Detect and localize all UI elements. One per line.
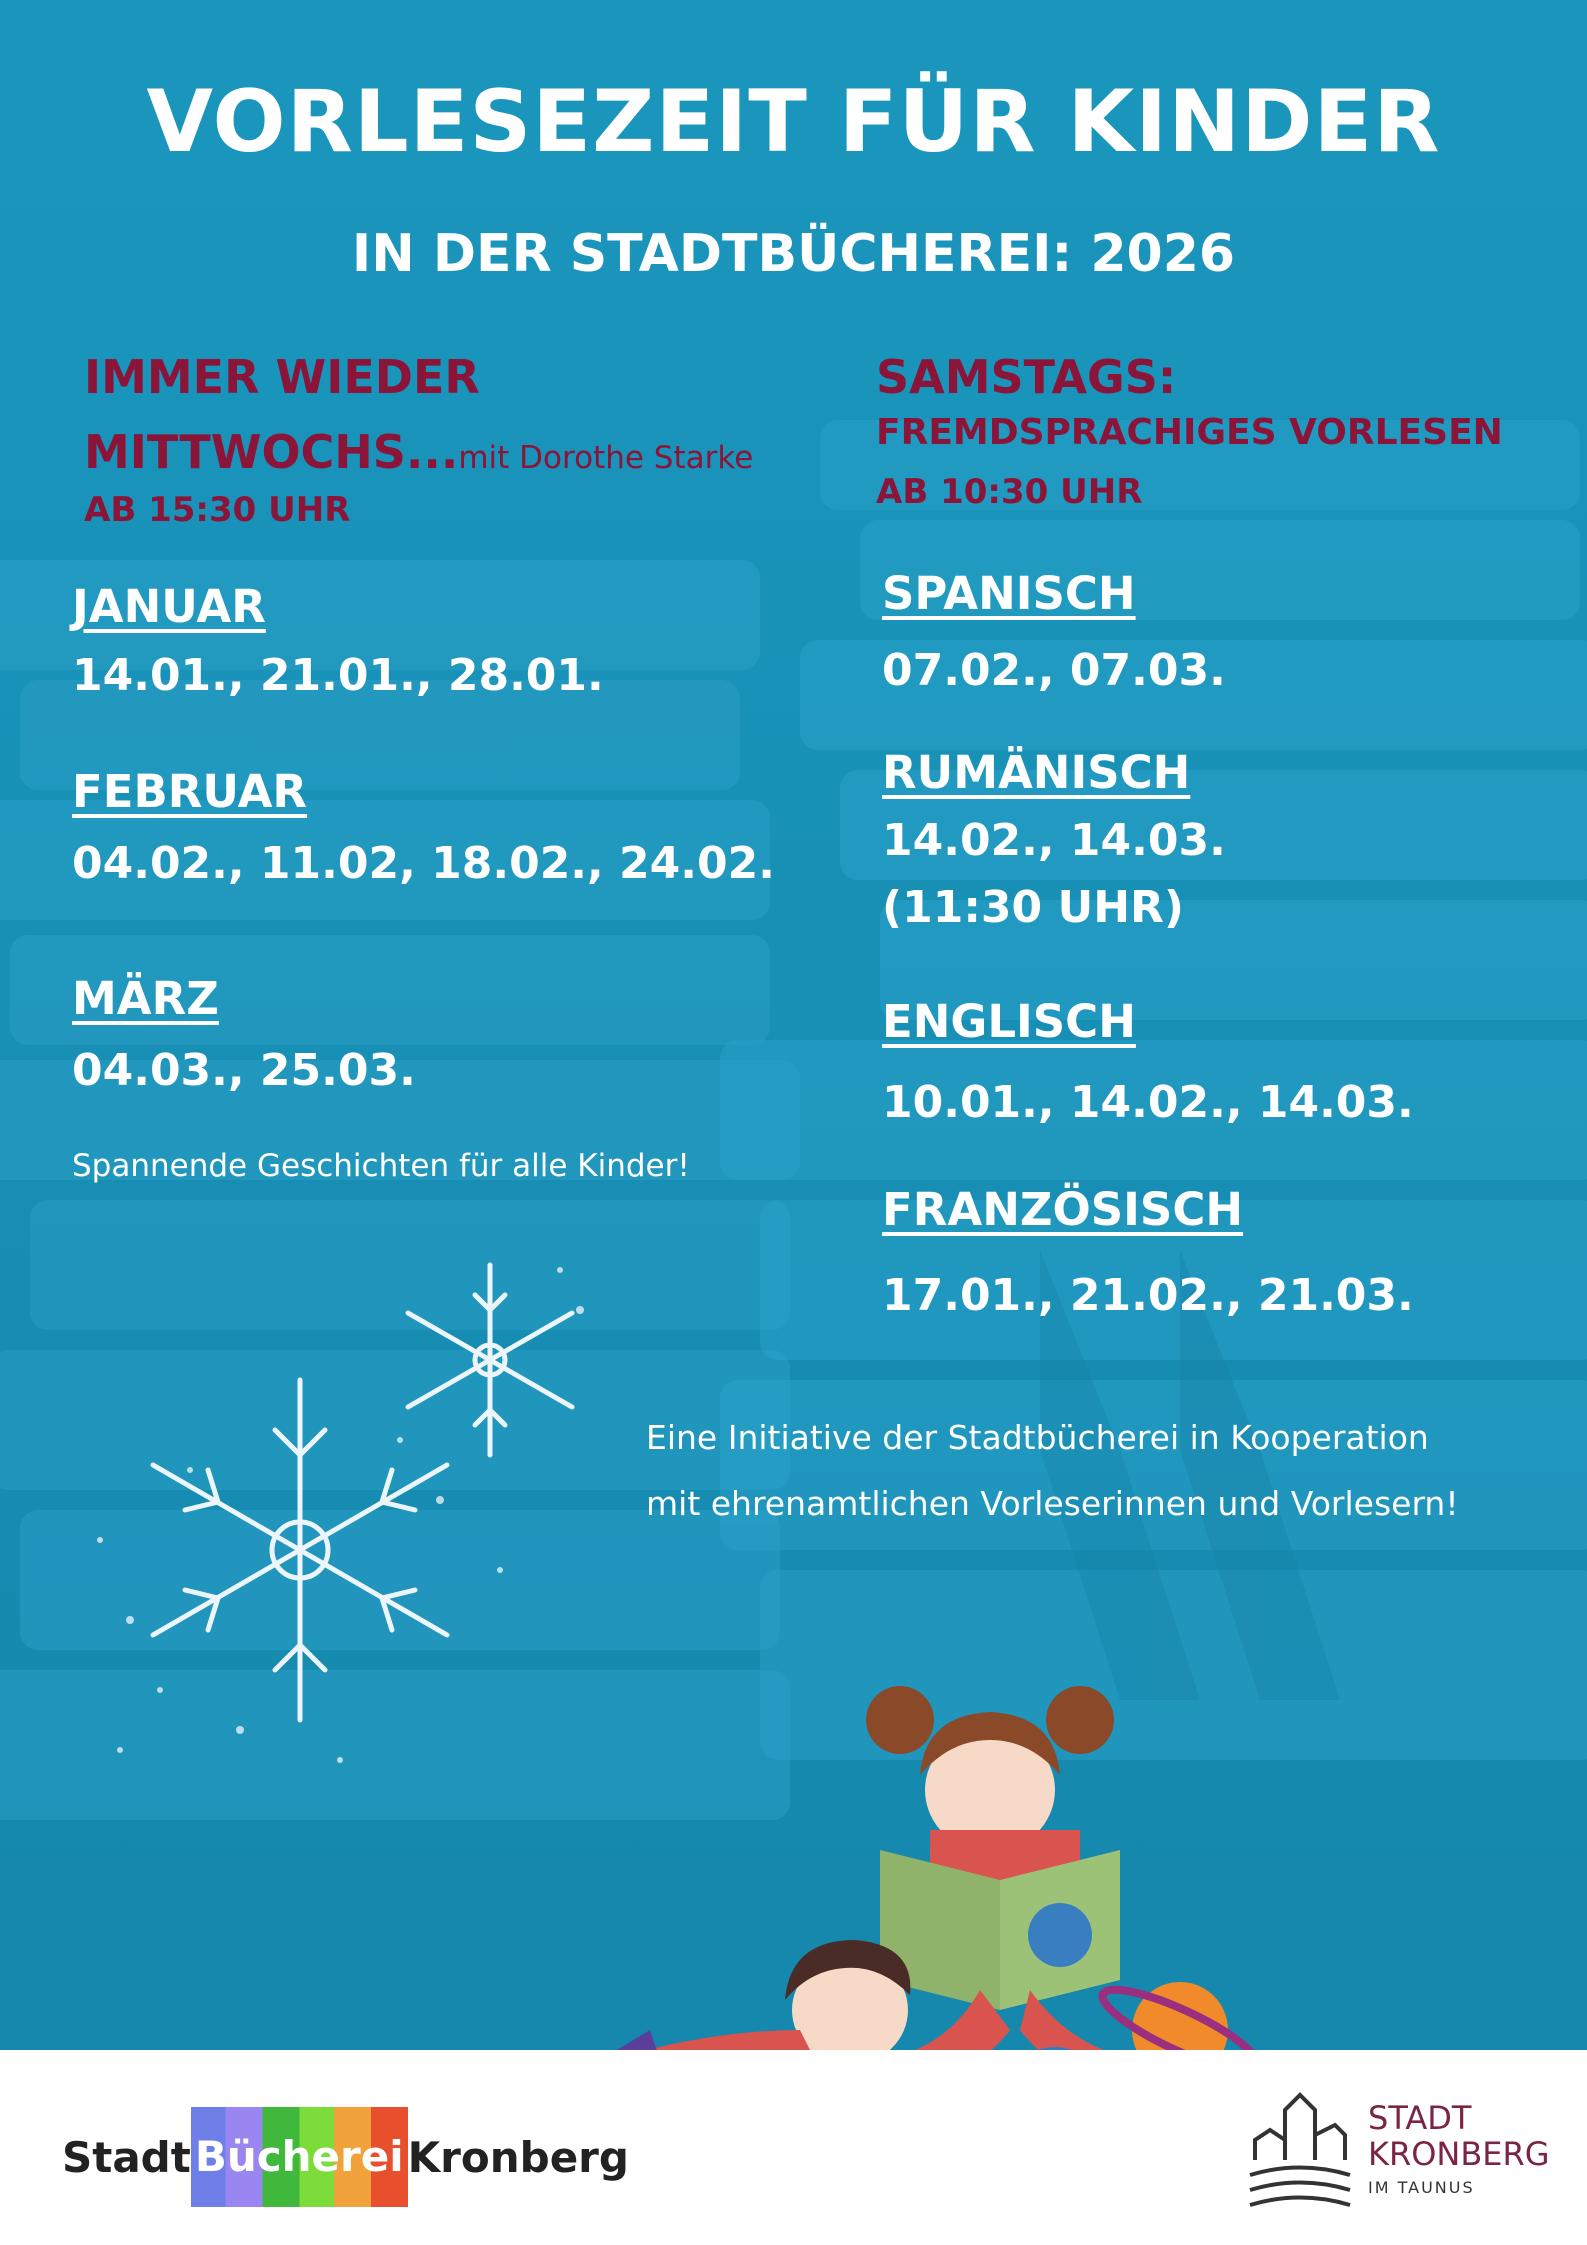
language-dates: 14.02., 14.03.: [882, 815, 1226, 866]
castle-icon: [1245, 2080, 1355, 2210]
wednesday-heading-line2-row: [84, 425, 753, 479]
wednesday-heading-line2: MITTWOCHS...: [84, 425, 459, 479]
saturday-heading: SAMSTAGS:: [876, 350, 1177, 404]
city-logo-line3: IM TAUNUS: [1368, 2178, 1475, 2197]
language-label: SPANISCH: [882, 567, 1136, 620]
language-label: RUMÄNISCH: [882, 746, 1191, 799]
month-dates: 14.01., 21.01., 28.01.: [72, 650, 604, 701]
language-dates: 17.01., 21.02., 21.03.: [882, 1270, 1414, 1321]
saturday-time: AB 10:30 UHR: [876, 472, 1143, 512]
initiative-line2: mit ehrenamtlichen Vorleserinnen und Vorlesern!: [646, 1484, 1459, 1523]
city-logo-line1: STADT: [1368, 2099, 1472, 2137]
saturday-subheading: FREMDSPRACHIGES VORLESEN: [876, 412, 1503, 453]
month-label: FEBRUAR: [72, 765, 308, 818]
library-logo: [62, 2112, 629, 2202]
city-logo-line2: KRONBERG: [1368, 2135, 1550, 2173]
wednesday-time: AB 15:30 UHR: [84, 490, 351, 530]
wednesday-host: mit Dorothe Starke: [458, 440, 754, 476]
initiative-line1: Eine Initiative der Stadtbücherei in Kooperation: [646, 1418, 1429, 1457]
language-dates: 07.02., 07.03.: [882, 645, 1226, 696]
language-dates: 10.01., 14.02., 14.03.: [882, 1077, 1414, 1128]
month-dates: 04.02., 11.02, 18.02., 24.02.: [72, 838, 775, 889]
main-title: VORLESEZEIT FÜR KINDER: [146, 72, 1441, 172]
library-logo-part3: Kronberg: [407, 2132, 629, 2182]
library-logo-part1: Stadt: [62, 2132, 191, 2182]
library-logo-part2: Bücherei: [191, 2107, 408, 2207]
month-dates: 04.03., 25.03.: [72, 1045, 416, 1096]
snowflakes-illustration: [40, 1240, 640, 1800]
wednesday-tagline: Spannende Geschichten für alle Kinder!: [72, 1148, 690, 1184]
footer: [0, 2050, 1587, 2245]
language-label: ENGLISCH: [882, 995, 1136, 1048]
wednesday-heading-line1: IMMER WIEDER: [84, 350, 480, 404]
language-extra: (11:30 UHR): [882, 882, 1185, 933]
sub-title: IN DER STADTBÜCHEREI: 2026: [351, 224, 1236, 284]
month-label: JANUAR: [72, 580, 266, 633]
language-label: FRANZÖSISCH: [882, 1183, 1244, 1236]
month-label: MÄRZ: [72, 972, 219, 1025]
